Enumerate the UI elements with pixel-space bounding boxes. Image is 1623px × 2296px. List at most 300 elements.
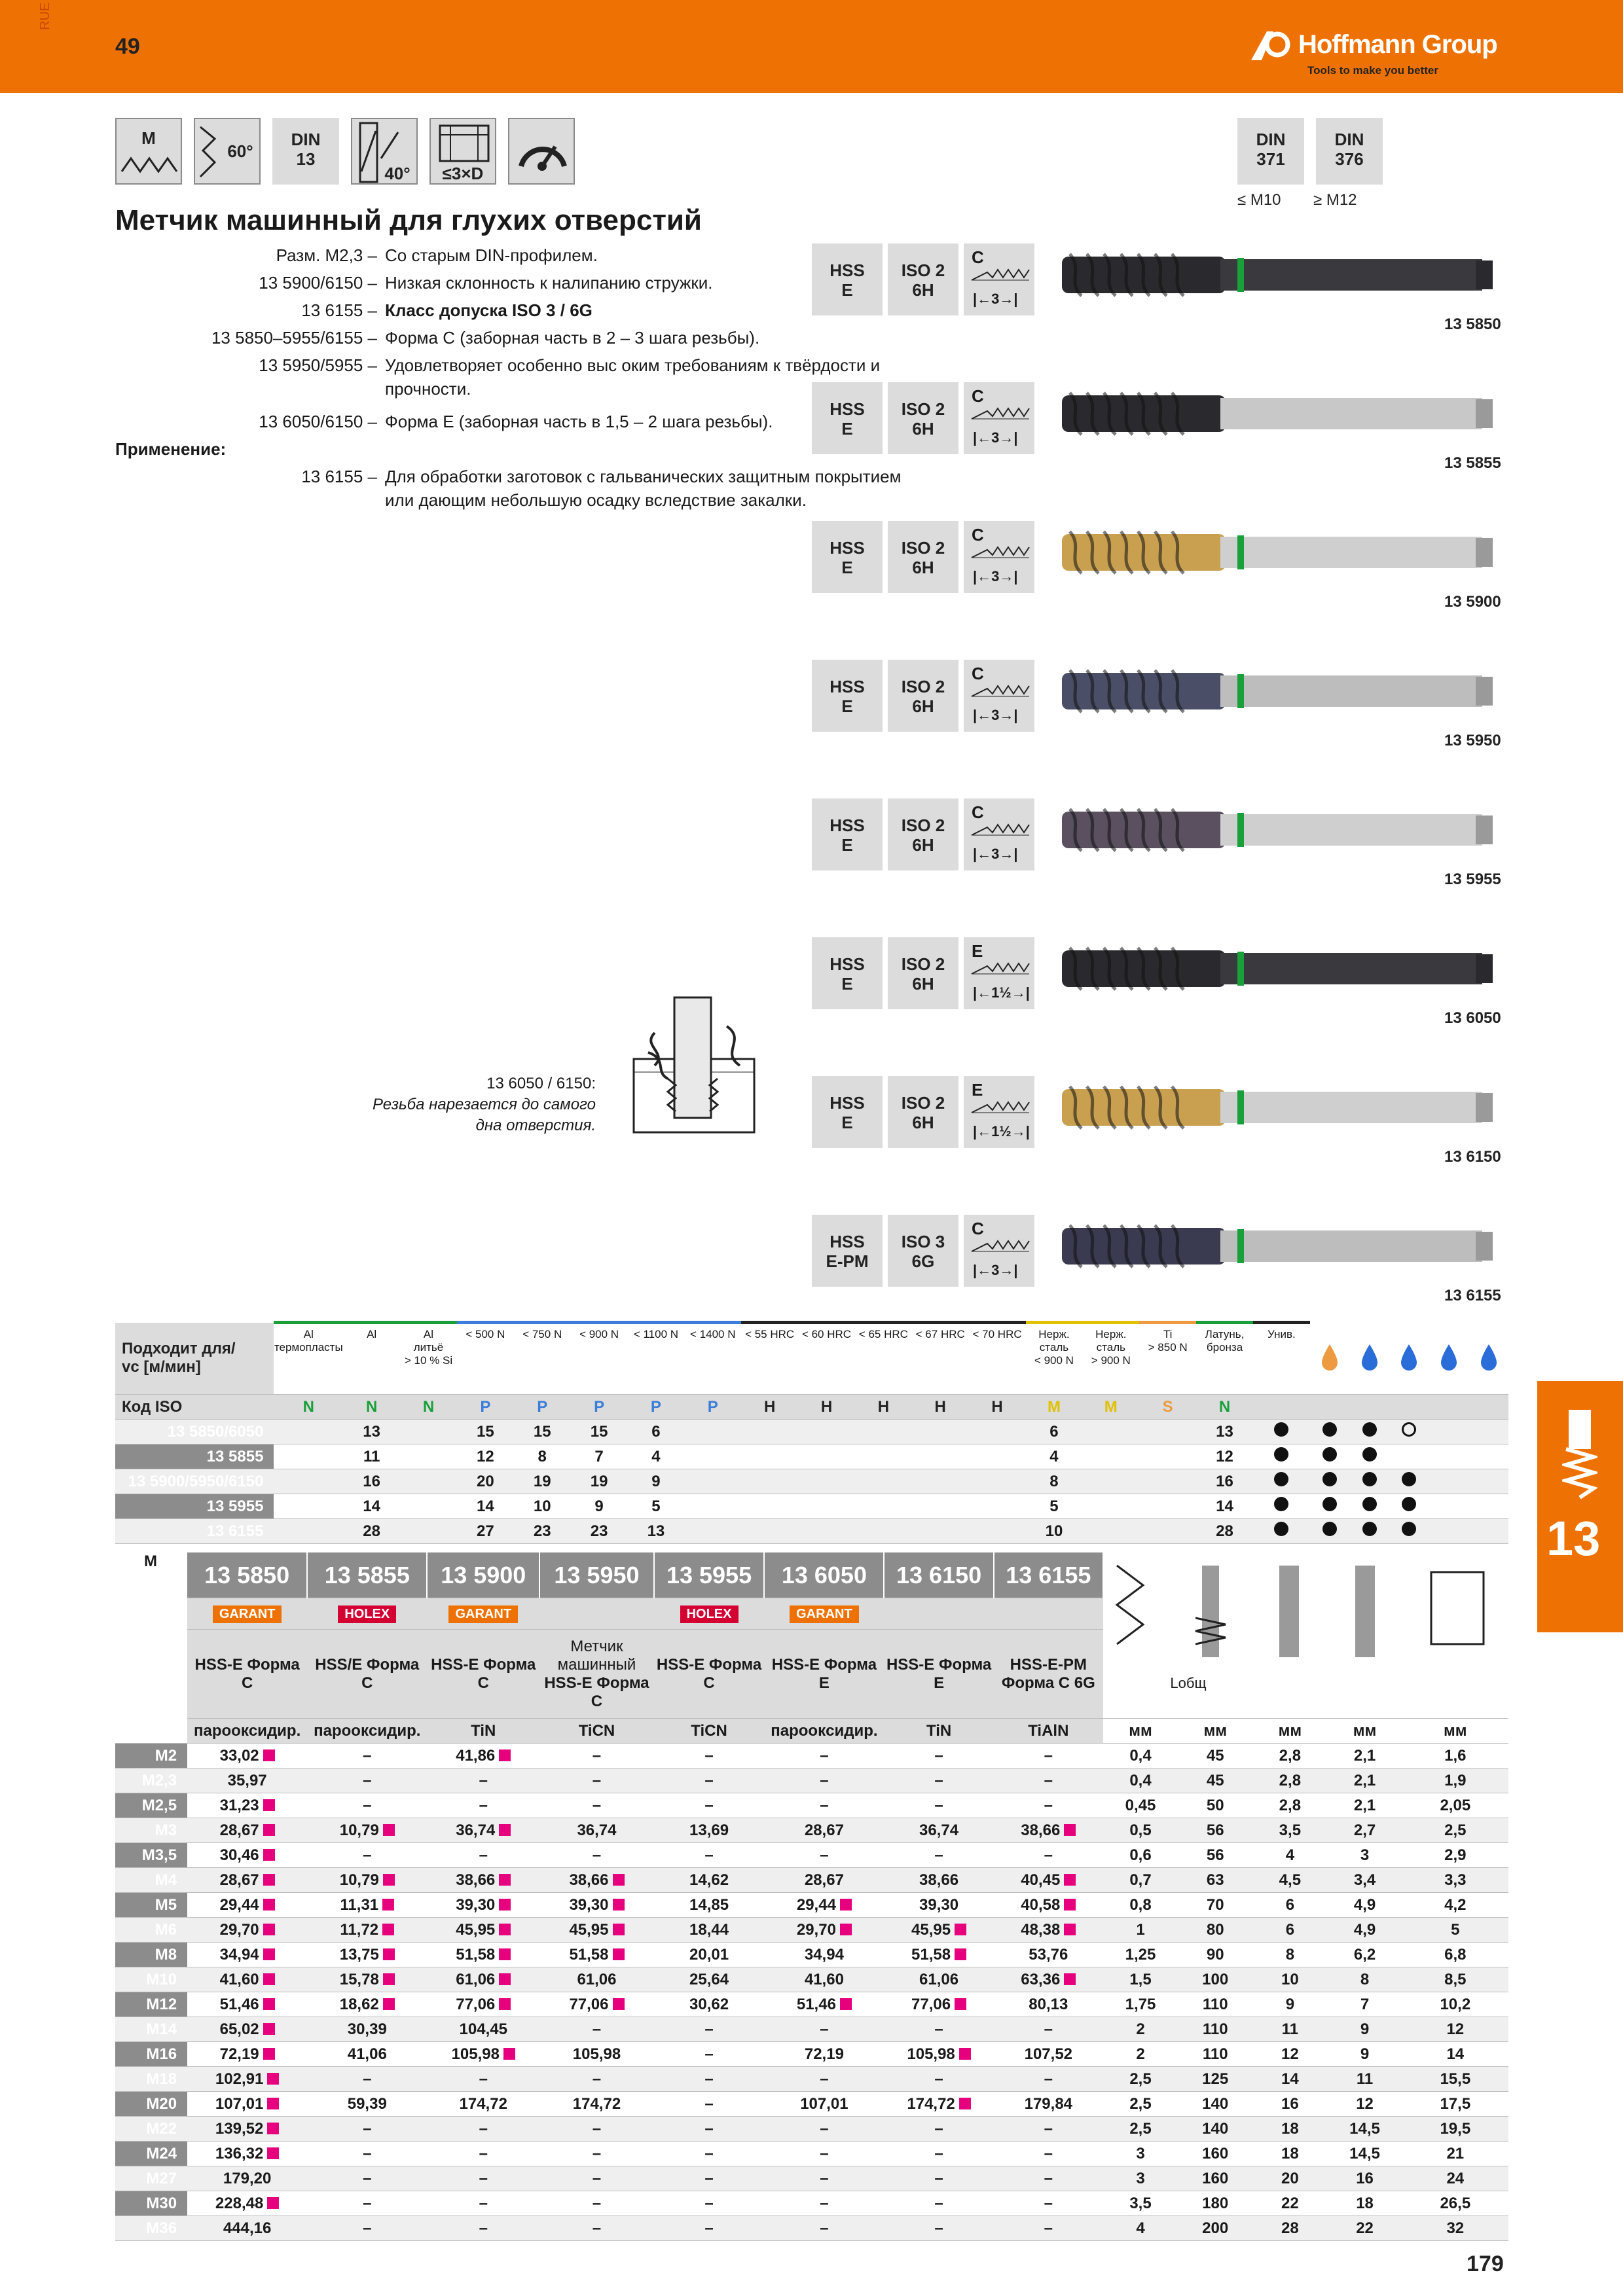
dimension-value: 28 [1252,2216,1327,2241]
air-icon [1468,1323,1508,1395]
tool-type-label: HSS-E-PM Форма С 6G [1001,1655,1095,1692]
tool-chamfer-form [964,521,1034,593]
price-cell[interactable] [187,2191,307,2216]
price-cell[interactable] [994,2166,1103,2191]
dimension-value: 2,1 [1327,1793,1402,1818]
price-cell[interactable] [307,1843,427,1868]
price-cell[interactable] [764,1967,884,1992]
thread-size: M30 [115,2191,187,2216]
article-code-header: 13 5850 [187,1552,307,1598]
price-cell[interactable] [654,2166,765,2191]
price-cell[interactable] [654,1943,765,1967]
coating: TiAlN [994,1719,1103,1744]
tool-tolerance-badge: ISO 2 6H [888,798,958,870]
price-cell[interactable] [764,1818,884,1843]
dimension-value: 9 [1327,2017,1402,2042]
dimension-value: 4,5 [1252,1868,1327,1893]
price-value: – [704,1846,714,1864]
price-cell[interactable] [539,1992,654,2017]
price-cell[interactable] [764,2092,884,2117]
price-cell[interactable] [539,2216,654,2241]
price-cell[interactable] [884,2216,993,2241]
price-cell[interactable] [764,1768,884,1793]
price-value: – [704,2194,714,2212]
price-cell[interactable] [654,2216,765,2241]
size-row[interactable] [115,2017,1508,2042]
dimension-value: 2,8 [1252,1768,1327,1793]
tool-material-badge: HSS E-PM [812,1215,883,1287]
price-cell[interactable] [994,2142,1103,2166]
coolant-suitability [1429,1519,1469,1544]
price-cell[interactable] [427,1868,539,1893]
price-value: – [704,2045,714,2063]
thread-size: M12 [115,1992,187,2017]
price-cell[interactable] [187,2017,307,2042]
cutting-speed [274,1494,343,1519]
price-cell[interactable] [884,1967,993,1992]
price-cell[interactable] [307,1992,427,2017]
price-cell[interactable] [654,1843,765,1868]
cutting-speed [798,1444,855,1469]
price-cell[interactable] [187,2092,307,2117]
price-value: 13,69 [689,1821,729,1839]
price-cell[interactable] [187,1744,307,1768]
price-cell[interactable] [994,2067,1103,2092]
price-cell[interactable] [307,2067,427,2092]
price-cell[interactable] [539,2142,654,2166]
dimension-value: 24 [1402,2166,1508,2191]
price-cell[interactable] [307,2216,427,2241]
unit-header: мм [1103,1719,1178,1744]
price-cell[interactable] [539,2092,654,2117]
stock-indicator-icon [263,1824,275,1836]
price-cell[interactable] [307,1943,427,1967]
price-value: – [592,2219,602,2237]
price-cell[interactable] [427,1818,539,1843]
size-row[interactable] [115,2191,1508,2216]
price-cell[interactable] [539,2191,654,2216]
price-cell[interactable] [994,1818,1103,1843]
price-cell[interactable] [654,1768,765,1793]
price-value: 174,72 [459,2094,507,2113]
price-cell[interactable] [764,2142,884,2166]
price-cell[interactable] [187,1992,307,2017]
price-cell[interactable] [994,2191,1103,2216]
price-cell[interactable] [427,2092,539,2117]
cutting-speed [400,1519,457,1544]
size-row[interactable] [115,2117,1508,2142]
price-cell[interactable] [427,2191,539,2216]
thread-size: M16 [115,2042,187,2067]
coolant-suitability [1429,1469,1469,1494]
price-cell[interactable] [427,2067,539,2092]
cutting-speed [798,1469,855,1494]
size-row[interactable] [115,1868,1508,1893]
article-group: 13 5850/6050 [115,1420,274,1444]
price-cell[interactable] [994,1744,1103,1768]
price-cell[interactable] [884,2142,993,2166]
size-row[interactable] [115,1967,1508,1992]
price-cell[interactable] [654,1918,765,1943]
price-cell[interactable] [994,1943,1103,1967]
price-cell[interactable] [539,2166,654,2191]
price-cell[interactable] [539,1943,654,1967]
price-cell[interactable] [539,2117,654,2142]
size-row[interactable] [115,1992,1508,2017]
price-cell[interactable] [187,2142,307,2166]
price-cell[interactable] [654,1992,765,2017]
price-cell[interactable] [654,1868,765,1893]
iso-code: P [684,1395,741,1420]
cutting-speed [1082,1469,1139,1494]
chamfer-letter: C [972,664,984,683]
cutting-speed: 7 [571,1444,628,1469]
price-cell[interactable] [427,2017,539,2042]
size-row[interactable] [115,2216,1508,2241]
price-cell[interactable] [994,2042,1103,2067]
cutting-speed [684,1494,741,1519]
brand-cell [654,1598,765,1630]
price-cell[interactable] [884,1843,993,1868]
price-cell[interactable] [994,1793,1103,1818]
price-cell[interactable] [994,1992,1103,2017]
price-cell[interactable] [187,1967,307,1992]
coating: пароокcидир. [764,1719,884,1744]
tool-chamfer-form [964,937,1034,1009]
price-value: 63,36 [1021,1970,1061,1988]
chamfer-length: |←3→| [973,291,1018,307]
price-value: 53,76 [1029,1945,1068,1964]
stock-indicator-icon [959,2098,971,2109]
price-cell[interactable] [884,1992,993,2017]
stock-indicator-icon [383,1874,395,1886]
price-cell[interactable] [307,1918,427,1943]
price-cell[interactable] [187,2117,307,2142]
price-cell[interactable] [539,2042,654,2067]
price-cell[interactable] [994,2216,1103,2241]
thread-size: M24 [115,2142,187,2166]
price-cell[interactable] [764,1918,884,1943]
dimension-value: 14 [1402,2042,1508,2067]
price-cell[interactable] [654,1744,765,1768]
price-value: – [479,2119,488,2138]
size-row[interactable] [115,2042,1508,2067]
price-cell[interactable] [654,1818,765,1843]
dimension-value: 2,7 [1327,1818,1402,1843]
price-cell[interactable] [994,2117,1103,2142]
price-cell[interactable] [539,1818,654,1843]
price-cell[interactable] [884,1868,993,1893]
price-cell[interactable] [539,1768,654,1793]
cutting-speed: 9 [628,1469,685,1494]
price-value: 65,02 [219,2020,259,2038]
price-cell[interactable] [307,1967,427,1992]
price-cell[interactable] [884,2191,993,2216]
price-cell[interactable] [539,2017,654,2042]
price-cell[interactable] [884,1768,993,1793]
thread-size: M2 [115,1744,187,1768]
price-cell[interactable] [539,1893,654,1918]
price-cell[interactable] [764,2017,884,2042]
price-cell[interactable] [764,2117,884,2142]
price-cell[interactable] [307,1768,427,1793]
size-row[interactable] [115,1793,1508,1818]
price-cell[interactable] [994,1768,1103,1793]
din-376-caption: ≥ M12 [1313,191,1357,209]
tool-material-badge: HSS E [812,1076,883,1148]
price-value: – [592,1746,602,1765]
price-cell[interactable] [187,1843,307,1868]
price-cell[interactable] [994,1893,1103,1918]
price-cell[interactable] [307,2117,427,2142]
dimension-value: 1,25 [1103,1943,1178,1967]
price-cell[interactable] [884,1793,993,1818]
price-cell[interactable] [884,2017,993,2042]
price-cell[interactable] [654,2017,765,2042]
price-value: – [704,2144,714,2162]
size-row[interactable] [115,1744,1508,1768]
size-row[interactable] [115,1818,1508,1843]
price-cell[interactable] [764,2042,884,2067]
price-value: 41,60 [219,1970,259,1988]
price-cell[interactable] [654,2117,765,2142]
price-cell[interactable] [764,1992,884,2017]
stock-indicator-icon [263,1849,275,1861]
price-cell[interactable] [994,2092,1103,2117]
price-cell[interactable] [307,1818,427,1843]
price-cell[interactable] [764,2166,884,2191]
price-value: – [479,2194,488,2212]
material-header: < 500 N [457,1323,514,1395]
price-cell[interactable] [884,1818,993,1843]
price-value: 72,19 [804,2045,844,2063]
cutting-speed: 13 [343,1420,400,1444]
size-row[interactable] [115,2067,1508,2092]
tap-image [1057,387,1502,440]
price-cell[interactable] [427,1992,539,2017]
stock-indicator-icon [1064,1874,1076,1886]
price-cell[interactable] [307,2042,427,2067]
article-code-header: 13 5900 [427,1552,539,1598]
price-value: – [704,1746,714,1765]
price-cell[interactable] [187,1793,307,1818]
cutting-speed [1082,1444,1139,1469]
price-value: 29,70 [219,1920,259,1939]
price-cell[interactable] [884,1943,993,1967]
price-cell[interactable] [764,1868,884,1893]
price-cell[interactable] [764,1943,884,1967]
price-cell[interactable] [187,1768,307,1793]
price-cell[interactable] [654,1967,765,1992]
size-row[interactable] [115,1893,1508,1918]
price-cell[interactable] [654,2142,765,2166]
dimension-value: 14 [1252,2067,1327,2092]
size-row[interactable] [115,1943,1508,1967]
price-cell[interactable] [187,1818,307,1843]
price-cell[interactable] [884,2067,993,2092]
price-cell[interactable] [654,2042,765,2067]
material-row [115,1469,1508,1494]
tap-image [1057,942,1502,995]
price-cell[interactable] [539,1868,654,1893]
stock-indicator-icon [263,1874,275,1886]
dimension-value: 2 [1103,2017,1178,2042]
price-cell[interactable] [994,1918,1103,1943]
thread-size: M2,5 [115,1793,187,1818]
dimension-value: 6 [1252,1893,1327,1918]
tool-type [187,1630,307,1719]
article-price-table [115,1552,1508,2241]
metric-thread-icon: M [115,118,182,185]
dimension-value: 50 [1178,1793,1252,1818]
cutting-speed [1139,1420,1196,1444]
price-cell[interactable] [994,2017,1103,2042]
price-cell[interactable] [307,2191,427,2216]
price-cell[interactable] [307,2166,427,2191]
price-cell[interactable] [307,2017,427,2042]
price-cell[interactable] [427,2117,539,2142]
cutting-speed [912,1519,969,1544]
size-row[interactable] [115,1843,1508,1868]
price-cell[interactable] [994,1843,1103,1868]
price-cell[interactable] [307,2092,427,2117]
iso-code: P [571,1395,628,1420]
price-cell[interactable] [427,1893,539,1918]
price-cell[interactable] [307,2142,427,2166]
tap-icon [1562,1407,1597,1499]
price-cell[interactable] [654,2092,765,2117]
price-cell[interactable] [187,1918,307,1943]
din-13-badge: DIN 13 [272,118,339,185]
description-text: Низкая склонность к налипанию стружки. [385,273,713,293]
holex-logo: HOLEX [338,1605,396,1623]
dimension-value: 8,5 [1402,1967,1508,1992]
price-cell[interactable] [764,1744,884,1768]
cutting-speed [912,1494,969,1519]
price-cell[interactable] [764,2216,884,2241]
price-cell[interactable] [884,2092,993,2117]
price-cell[interactable] [884,2166,993,2191]
iso-code: P [628,1395,685,1420]
iso-code: N [1196,1395,1253,1420]
price-cell[interactable] [764,2067,884,2092]
price-cell[interactable] [764,2191,884,2216]
price-cell[interactable] [187,1943,307,1967]
price-cell[interactable] [539,1918,654,1943]
price-value: – [363,2119,372,2138]
price-cell[interactable] [884,1893,993,1918]
cutting-speed: 8 [1026,1469,1083,1494]
price-cell[interactable] [764,1893,884,1918]
dimension-value: 2,5 [1402,1818,1508,1843]
tool-type [994,1630,1103,1719]
price-cell[interactable] [539,1843,654,1868]
price-cell[interactable] [654,2067,765,2092]
description-key: 13 5850–5955/6155 – [211,328,377,348]
price-value: 41,86 [456,1746,496,1765]
price-cell[interactable] [187,2067,307,2092]
price-cell[interactable] [427,1768,539,1793]
price-cell[interactable] [539,1793,654,1818]
price-cell[interactable] [427,2166,539,2191]
price-cell[interactable] [427,1793,539,1818]
dimension-value: 0,7 [1103,1868,1178,1893]
price-cell[interactable] [187,2042,307,2067]
price-cell[interactable] [884,1918,993,1943]
price-cell[interactable] [307,1793,427,1818]
price-cell[interactable] [884,2117,993,2142]
price-cell[interactable] [994,1868,1103,1893]
dimension-value: 110 [1178,2042,1252,2067]
price-cell[interactable] [427,2042,539,2067]
price-cell[interactable] [307,1868,427,1893]
size-row[interactable] [115,2092,1508,2117]
price-cell[interactable] [539,1744,654,1768]
price-cell[interactable] [427,1918,539,1943]
stock-indicator-icon [267,2123,279,2134]
price-value: – [592,1771,602,1789]
price-cell[interactable] [884,2042,993,2067]
tool-article-code: 13 5900 [1444,593,1501,611]
price-cell[interactable] [994,1967,1103,1992]
price-value: 15,78 [339,1970,379,1988]
size-row[interactable] [115,2166,1508,2191]
size-row[interactable] [115,1918,1508,1943]
price-cell[interactable] [187,1893,307,1918]
price-cell[interactable] [307,1893,427,1918]
description-key: 13 6155 – [301,467,377,486]
size-row[interactable] [115,2142,1508,2166]
coolant-suitability [1349,1420,1389,1444]
price-cell[interactable] [427,1967,539,1992]
description-text: Для обработки заготовок с гальванических защитным покрытием или дающим небольшую осадку вследствие закалки. [385,467,902,510]
price-cell[interactable] [884,1744,993,1768]
price-cell[interactable] [307,1744,427,1768]
price-value: 40,58 [1021,1895,1061,1914]
price-value: 29,44 [219,1895,259,1914]
price-cell[interactable] [187,2216,307,2241]
price-cell[interactable] [427,1843,539,1868]
price-cell[interactable] [764,1843,884,1868]
price-value: 28,67 [219,1821,259,1839]
dimension-value: 4,2 [1402,1893,1508,1918]
cutting-speed [1139,1494,1196,1519]
price-cell[interactable] [187,1868,307,1893]
price-cell[interactable] [654,1893,765,1918]
price-value: – [592,2020,602,2038]
price-cell[interactable] [187,2166,307,2191]
price-value: 72,19 [219,2045,259,2063]
price-cell[interactable] [427,2216,539,2241]
dimension-value: 2,1 [1327,1768,1402,1793]
dimension-value: 5 [1402,1918,1508,1943]
price-cell[interactable] [654,1793,765,1818]
price-cell[interactable] [654,2191,765,2216]
dimension-value: 200 [1178,2216,1252,2241]
price-cell[interactable] [539,1967,654,1992]
price-cell[interactable] [539,2067,654,2092]
chamfer-letter: C [972,1219,984,1238]
price-cell[interactable] [427,1744,539,1768]
price-cell[interactable] [764,1793,884,1818]
price-cell[interactable] [427,1943,539,1967]
thread-size: M20 [115,2092,187,2117]
tool-type-label: HSS-E Форма E [771,1655,877,1692]
article-group: 13 5900/5950/6150 [115,1469,274,1494]
size-row[interactable] [115,1768,1508,1793]
dimension-value: 140 [1178,2117,1252,2142]
price-cell[interactable] [427,2142,539,2166]
